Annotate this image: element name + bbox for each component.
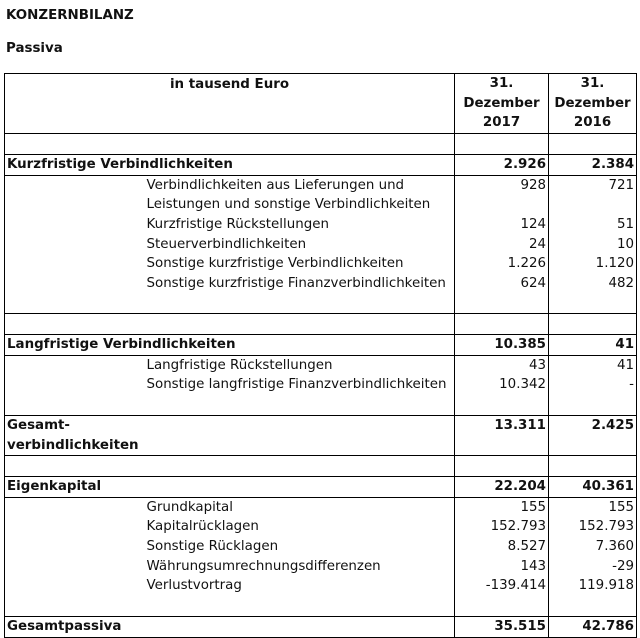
item-values-2017 — [455, 355, 549, 415]
item-value: 928 — [520, 177, 547, 193]
item-value: 8.527 — [507, 539, 547, 555]
document-title: KONZERNBILANZ — [6, 8, 134, 23]
eigenkapital-total-row — [5, 476, 637, 497]
section-total-2016: 41 — [549, 335, 637, 356]
section-items-row — [5, 175, 637, 314]
item-value: 143 — [520, 558, 547, 574]
item-values-2016 — [549, 497, 637, 616]
item-value: - — [629, 377, 635, 393]
column-header-2017-line3: 2017 — [482, 115, 521, 131]
spacer-row — [5, 314, 637, 335]
gesamt-verbindlichkeiten-2016: 2.425 — [549, 415, 637, 455]
item-value: 152.793 — [578, 519, 635, 535]
section-total-2017: 2.926 — [455, 154, 549, 175]
item-value: 1.120 — [595, 256, 635, 272]
item-value: 624 — [520, 276, 547, 291]
eigenkapital-items-row — [5, 497, 637, 616]
item-desc: Sonstige kurzfristige Finanzverbindlichkeiten — [146, 276, 446, 292]
column-header-2016-line3: 2016 — [573, 115, 612, 131]
header-row — [5, 74, 637, 134]
column-header-2017-line2: Dezember — [463, 95, 540, 111]
item-descriptions — [145, 497, 455, 616]
section-total-2017: 10.385 — [455, 335, 549, 356]
section-total-row — [5, 154, 637, 175]
item-desc: Verlustvortrag — [146, 578, 242, 594]
item-desc: Währungsumrechnungsdifferenzen — [146, 558, 381, 574]
item-desc: Grundkapital — [146, 499, 233, 515]
gesamtpassiva-row — [5, 616, 637, 637]
item-value: 155 — [520, 499, 547, 515]
item-value: 51 — [616, 216, 635, 232]
section-label: Kurzfristige Verbindlichkeiten — [5, 154, 455, 175]
section-items-row — [5, 355, 637, 415]
item-desc: Langfristige Rückstellungen — [146, 357, 333, 373]
gesamt-verbindlichkeiten-2017: 13.311 — [455, 415, 549, 455]
item-value: 43 — [528, 357, 547, 373]
gesamt-verbindlichkeiten-row — [5, 415, 637, 455]
item-desc: Sonstige langfristige Finanzverbindlichkeiten — [146, 377, 447, 393]
section-label: Langfristige Verbindlichkeiten — [5, 335, 455, 356]
column-header-2016-line1: 31. — [580, 76, 605, 91]
eigenkapital-total-2016: 40.361 — [549, 476, 637, 497]
column-header-2016 — [549, 74, 637, 134]
item-values-2016 — [549, 355, 637, 415]
item-value: 152.793 — [490, 519, 547, 535]
item-desc: Steuerverbindlichkeiten — [146, 236, 307, 252]
item-value: 119.918 — [578, 578, 635, 594]
column-header-2017 — [455, 74, 549, 134]
unit-header: in tausend Euro — [5, 74, 455, 134]
item-desc: Sonstige kurzfristige Verbindlichkeiten — [146, 256, 404, 272]
item-desc: Kurzfristige Rückstellungen — [146, 216, 329, 232]
item-descriptions — [145, 355, 455, 415]
balance-sheet-table — [4, 73, 637, 638]
item-desc: Sonstige Rücklagen — [146, 539, 279, 555]
item-value: 155 — [608, 499, 635, 515]
column-header-2017-line1: 31. — [489, 76, 514, 91]
gesamtpassiva-2017: 35.515 — [455, 616, 549, 637]
item-value: 721 — [608, 177, 635, 193]
gesamtpassiva-2016: 42.786 — [549, 616, 637, 637]
item-value: 41 — [616, 357, 635, 373]
item-values-2017 — [455, 175, 549, 314]
eigenkapital-label: Eigenkapital — [5, 476, 455, 497]
item-value: 124 — [520, 216, 547, 232]
gesamtpassiva-label: Gesamtpassiva — [5, 616, 455, 637]
item-value: 1.226 — [507, 256, 547, 272]
spacer-row — [5, 134, 637, 155]
item-value: 10 — [616, 236, 635, 252]
item-value: -29 — [612, 558, 635, 574]
item-values-2016 — [549, 175, 637, 314]
item-value: -139.414 — [485, 578, 547, 594]
item-value: 7.360 — [595, 539, 635, 555]
section-total-row — [5, 335, 637, 356]
section-total-2016: 2.384 — [549, 154, 637, 175]
item-desc: Kapitalrücklagen — [146, 519, 259, 535]
item-desc: Verbindlichkeiten aus Lieferungen und Leistungen und sonstige Verbindlichkeiten — [146, 177, 431, 213]
section-title: Passiva — [6, 41, 63, 56]
item-value: 10.342 — [499, 377, 547, 393]
item-value: 482 — [608, 276, 635, 291]
gesamt-verbindlichkeiten-label: Gesamt-verbindlichkeiten — [5, 415, 145, 455]
spacer-row — [5, 456, 637, 477]
item-value: 24 — [528, 236, 547, 252]
item-values-2017 — [455, 497, 549, 616]
column-header-2016-line2: Dezember — [554, 95, 631, 111]
item-descriptions — [145, 175, 455, 314]
eigenkapital-total-2017: 22.204 — [455, 476, 549, 497]
